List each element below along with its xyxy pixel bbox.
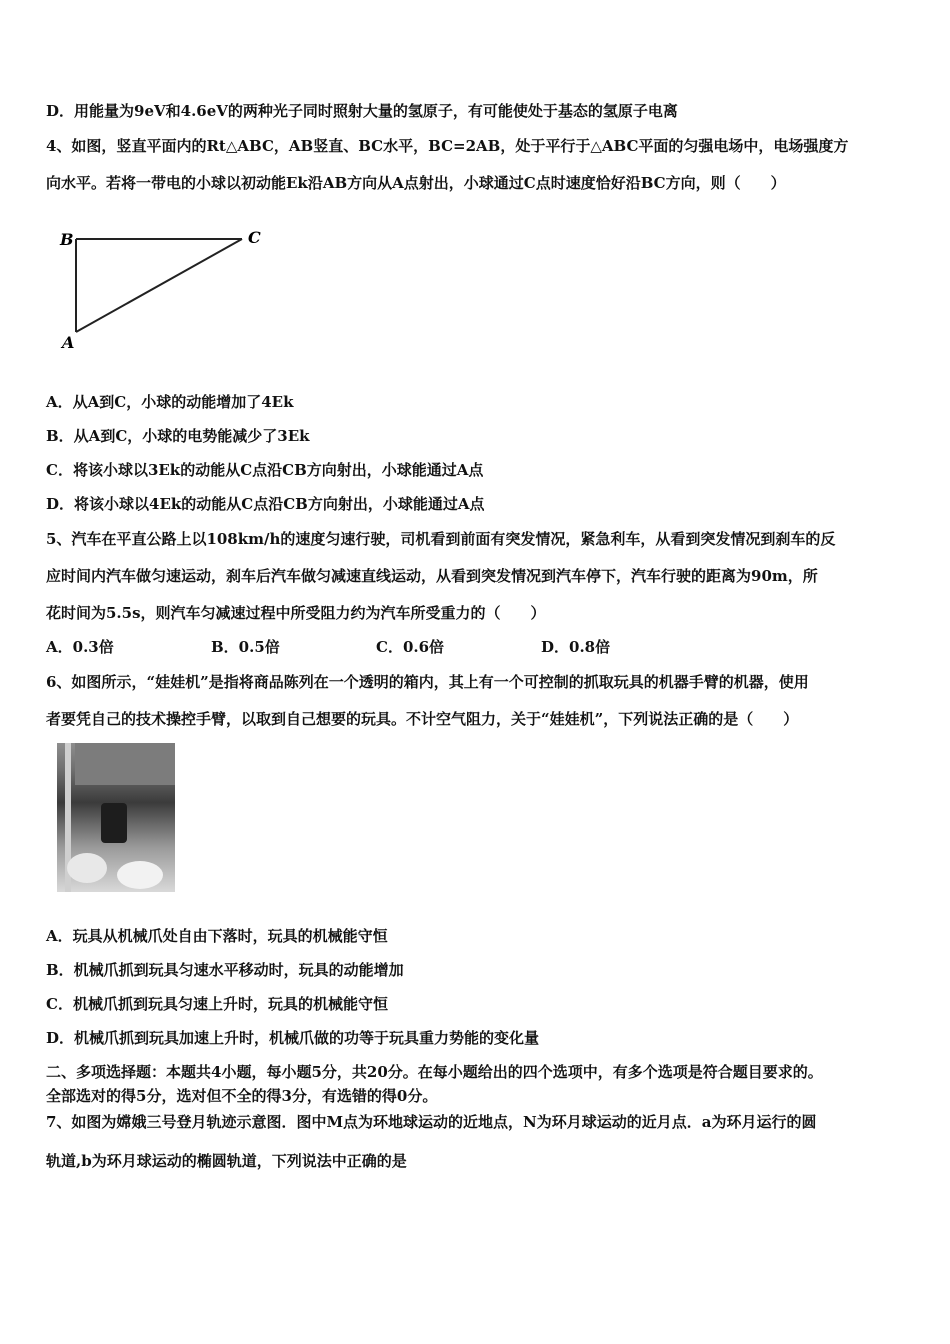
- question-6-option-a: A．玩具从机械爪处自由下落时，玩具的机械能守恒: [46, 927, 388, 945]
- section-2-heading-line-2: 全部选对的得5分，选对但不全的得3分，有选错的得0分。: [46, 1087, 438, 1105]
- question-4-stem-line-1: 4、如图，竖直平面内的Rt△ABC，AB竖直、BC水平，BC=2AB，处于平行于△ABC平面的匀强电场中，电场强度方: [46, 137, 849, 155]
- option-d-ionization: D．用能量为9eV和4.6eV的两种光子同时照射大量的氢原子，有可能使处于基态的氢原子电离: [46, 102, 678, 120]
- question-6-stem-line-2: 者要凭自己的技术操控手臂，以取到自己想要的玩具。不计空气阻力，关于“娃娃机”，下列说法正确的是（ ）: [46, 710, 799, 728]
- claw-machine-photo: [57, 743, 175, 892]
- triangle-abc-figure: [52, 222, 282, 352]
- question-4-option-a: A．从A到C，小球的动能增加了4Ek: [46, 393, 294, 411]
- question-5-stem-line-1: 5、汽车在平直公路上以108km/h的速度匀速行驶，司机看到前面有突发情况，紧急利车，从看到突发情况到刹车的反: [46, 530, 836, 548]
- section-2-heading-line-1: 二、多项选择题：本题共4小题，每小题5分，共20分。在每小题给出的四个选项中，有多个选项是符合题目要求的。: [46, 1063, 823, 1081]
- question-5-option-d: D．0.8倍: [541, 638, 611, 656]
- question-4-stem-line-2: 向水平。若将一带电的小球以初动能Ek沿AB方向从A点射出，小球通过C点时速度恰好沿BC方向，则（ ）: [46, 174, 786, 192]
- question-5-option-a: A．0.3倍: [46, 638, 114, 656]
- question-4-option-b: B．从A到C，小球的电势能减少了3Ek: [46, 427, 310, 445]
- question-6-option-c: C．机械爪抓到玩具匀速上升时，玩具的机械能守恒: [46, 995, 388, 1013]
- vertex-b-label: B: [60, 230, 74, 249]
- question-5-options-row: [46, 637, 610, 657]
- question-4-option-d: D．将该小球以4Ek的动能从C点沿CB方向射出，小球能通过A点: [46, 495, 485, 513]
- question-5-stem-line-3: 花时间为5.5s，则汽车匀减速过程中所受阻力约为汽车所受重力的（ ）: [46, 604, 546, 622]
- question-5-option-b: B．0.5倍: [211, 638, 280, 656]
- vertex-a-label: A: [62, 333, 75, 352]
- vertex-c-label: C: [248, 228, 261, 247]
- question-4-option-c: C．将该小球以3Ek的动能从C点沿CB方向射出，小球能通过A点: [46, 461, 484, 479]
- question-6-stem-line-1: 6、如图所示，“娃娃机”是指将商品陈列在一个透明的箱内，其上有一个可控制的抓取玩具的机器手臂的机器，使用: [46, 673, 809, 691]
- question-7-stem-line-2: 轨道,b为环月球运动的椭圆轨道，下列说法中正确的是: [46, 1152, 407, 1170]
- question-7-stem-line-1: 7、如图为嫦娥三号登月轨迹示意图．图中M点为环地球运动的近地点，N为环月球运动的近月点．a为环月运行的圆: [46, 1113, 817, 1131]
- question-6-option-d: D．机械爪抓到玩具加速上升时，机械爪做的功等于玩具重力势能的变化量: [46, 1029, 540, 1047]
- question-5-option-c: C．0.6倍: [376, 638, 445, 656]
- question-6-option-b: B．机械爪抓到玩具匀速水平移动时，玩具的动能增加: [46, 961, 404, 979]
- question-5-stem-line-2: 应时间内汽车做匀速运动，刹车后汽车做匀减速直线运动，从看到突发情况到汽车停下，汽车行驶的距离为90m，所: [46, 567, 818, 585]
